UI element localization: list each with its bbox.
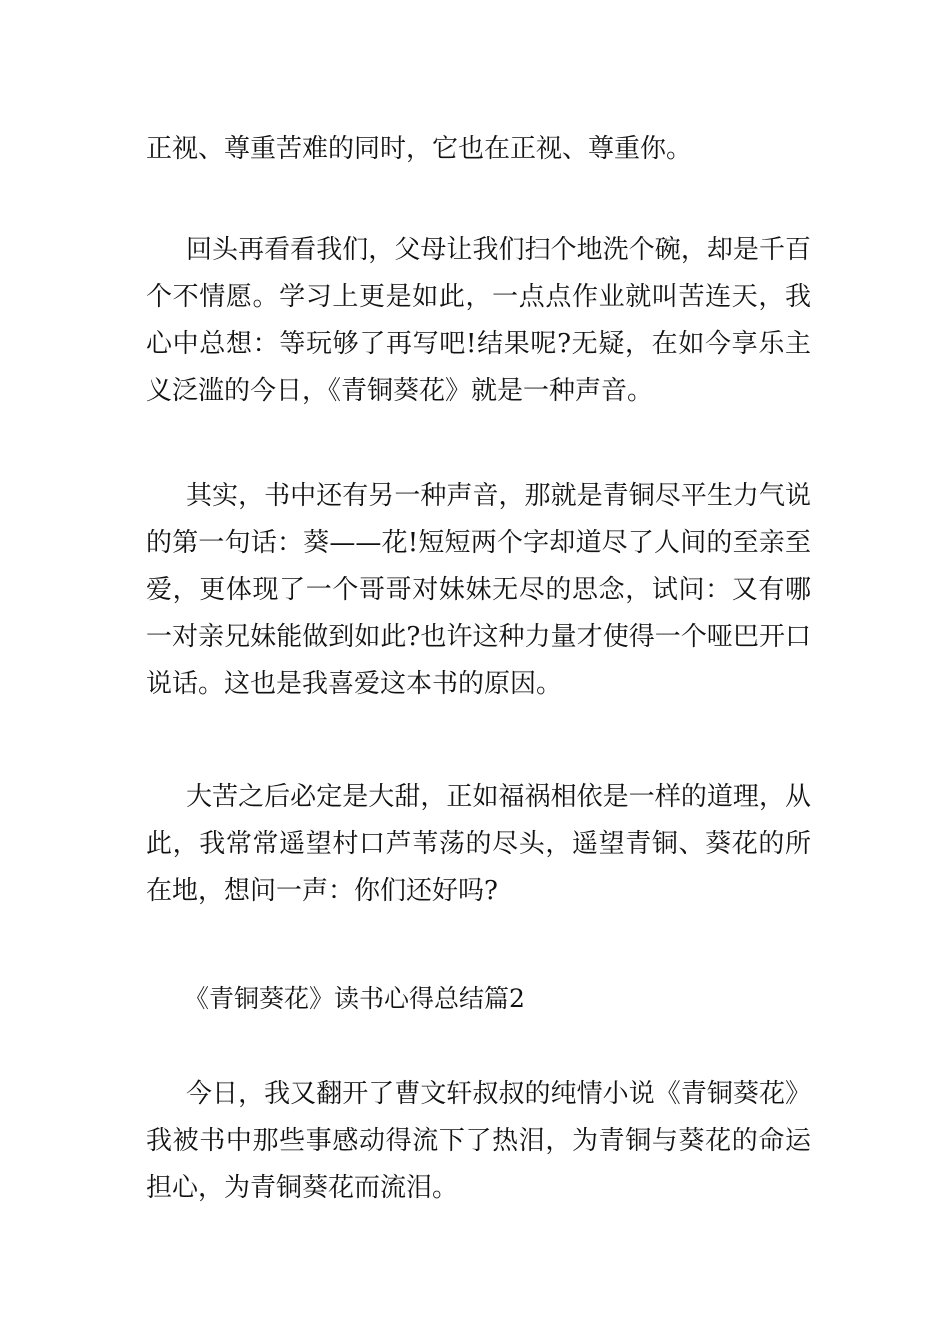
paragraph-continuation: 正视、尊重苦难的同时，它也在正视、尊重你。 xyxy=(146,134,693,164)
section-heading: 《青铜葵花》读书心得总结篇2 xyxy=(184,984,525,1013)
paragraph-bitter-then-sweet: 大苦之后必定是大甜，正如福祸相依是一样的道理，从此，我常常遥望村口芦苇荡的尽头，遥望青铜、葵花的所在地，想问一声：你们还好吗? xyxy=(146,782,811,906)
paragraph-another-voice: 其实，书中还有另一种声音，那就是青铜尽平生力气说的第一句话：葵——花!短短两个字却道尽了人间的至亲至爱，更体现了一个哥哥对妹妹无尽的思念，试问：又有哪一对亲兄妹能做到如此?也许这种力量才使得一个哑巴开口说话。这也是我喜爱这本书的原因。 xyxy=(146,481,811,699)
paragraph-chores-and-homework: 回头再看看我们，父母让我们扫个地洗个碗，却是千百个不情愿。学习上更是如此，一点点作业就叫苦连天，我心中总想：等玩够了再写吧!结果呢?无疑，在如今享乐主义泛滥的今日，《青铜葵花》就是一种声音。 xyxy=(146,235,811,406)
paragraph-reopened-novel: 今日，我又翻开了曹文轩叔叔的纯情小说《青铜葵花》我被书中那些事感动得流下了热泪，为青铜与葵花的命运担心，为青铜葵花而流泪。 xyxy=(146,1079,811,1203)
